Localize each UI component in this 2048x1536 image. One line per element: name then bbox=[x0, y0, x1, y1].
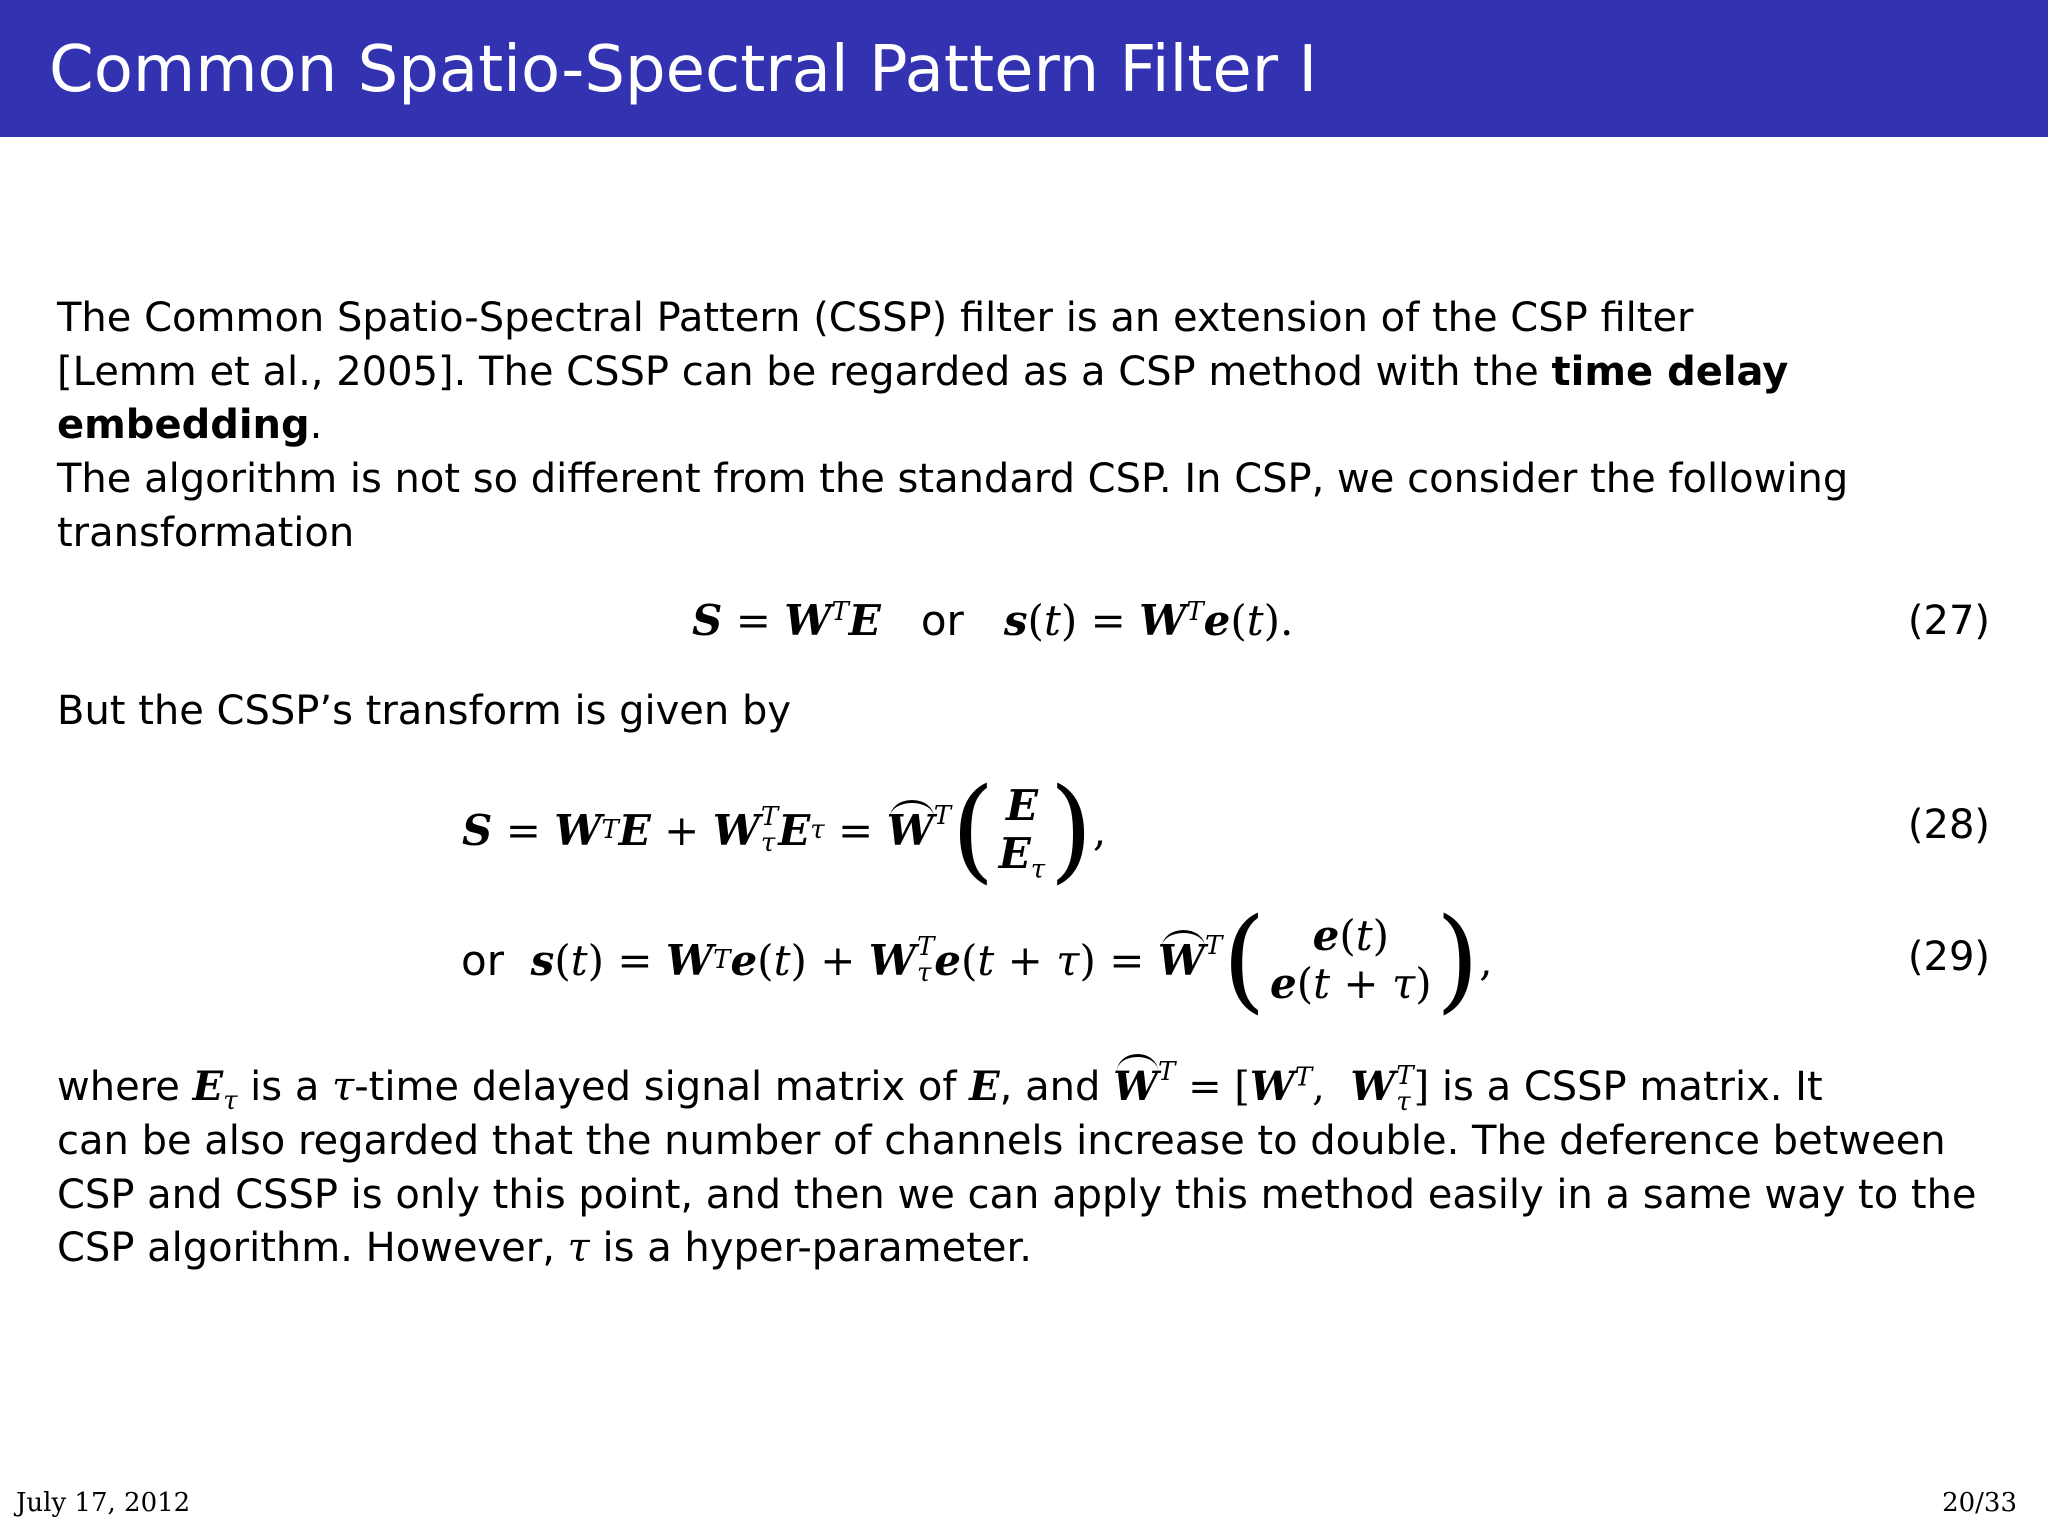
equation-27-row bbox=[0, 596, 2048, 656]
paragraph-intro bbox=[57, 292, 2007, 453]
equation-28-row bbox=[0, 765, 2048, 895]
intro-line-1: The Common Spatio-Spectral Pattern (CSSP) filter is an extension of the CSP filter bbox=[57, 295, 1694, 341]
slide-title: Common Spatio-Spectral Pattern Filter I bbox=[49, 33, 1318, 107]
title-bar bbox=[0, 0, 2048, 137]
footer-page-number: 20/33 bbox=[1942, 1488, 2017, 1518]
equation-number-28: (28) bbox=[1907, 802, 1990, 848]
explanation-line-1: where $E_\tau$ is a τ-time delayed signal matrix of E, and $W^T = [W^T$, W T τ ] is a CSSP matrix. It bbox=[57, 1056, 1823, 1117]
equation-29: or s ( t ) = W T e ( t ) + W T τ e ( t + τ ) = W $^T$ ( e(t) e(t + τ) ) , bbox=[461, 895, 1493, 1025]
intro-line-3-end: . bbox=[309, 402, 323, 448]
equation-number-27: (27) bbox=[1907, 598, 1990, 644]
cssp-transform-line: But the CSSP’s transform is given by bbox=[57, 688, 792, 734]
paragraph-csp bbox=[57, 453, 2007, 560]
bold-term-embedding: embedding bbox=[57, 402, 310, 448]
bold-term-time-delay: time delay bbox=[1551, 348, 1789, 395]
equation-28: S = W T E + W T τ E τ = W $^T$ ( E $E_\tau$ ) , bbox=[462, 765, 1107, 895]
or-label: or bbox=[920, 596, 964, 645]
column-vector-28: ( E $E_\tau$ ) bbox=[951, 765, 1093, 895]
paragraph-cssp-transform bbox=[57, 685, 2007, 739]
explanation-line-4: CSP algorithm. However, τ is a hyper-parameter. bbox=[57, 1225, 1032, 1271]
equation-29-row bbox=[0, 895, 2048, 1025]
equation-27: $S = W^TE$ or $s(t) = W^Te(t)$. bbox=[692, 596, 1294, 645]
explanation-line-2: can be also regarded that the number of channels increase to double. The deference between bbox=[57, 1118, 1946, 1164]
column-vector-29: ( e(t) e(t + τ) ) bbox=[1222, 895, 1480, 1025]
paragraph-explanation bbox=[57, 1056, 2007, 1276]
explanation-line-3: CSP and CSSP is only this point, and then we can apply this method easily in a same way to the bbox=[57, 1171, 1977, 1218]
csp-line-1: The algorithm is not so different from the standard CSP. In CSP, we consider the following bbox=[57, 456, 1849, 502]
equation-number-29: (29) bbox=[1907, 934, 1990, 980]
or-label-29: or bbox=[461, 935, 504, 985]
csp-line-2: transformation bbox=[57, 509, 355, 556]
footer-date: July 17, 2012 bbox=[16, 1488, 191, 1518]
intro-line-2: [Lemm et al., 2005]. The CSSP can be regarded as a CSP method with the bbox=[57, 348, 1552, 395]
